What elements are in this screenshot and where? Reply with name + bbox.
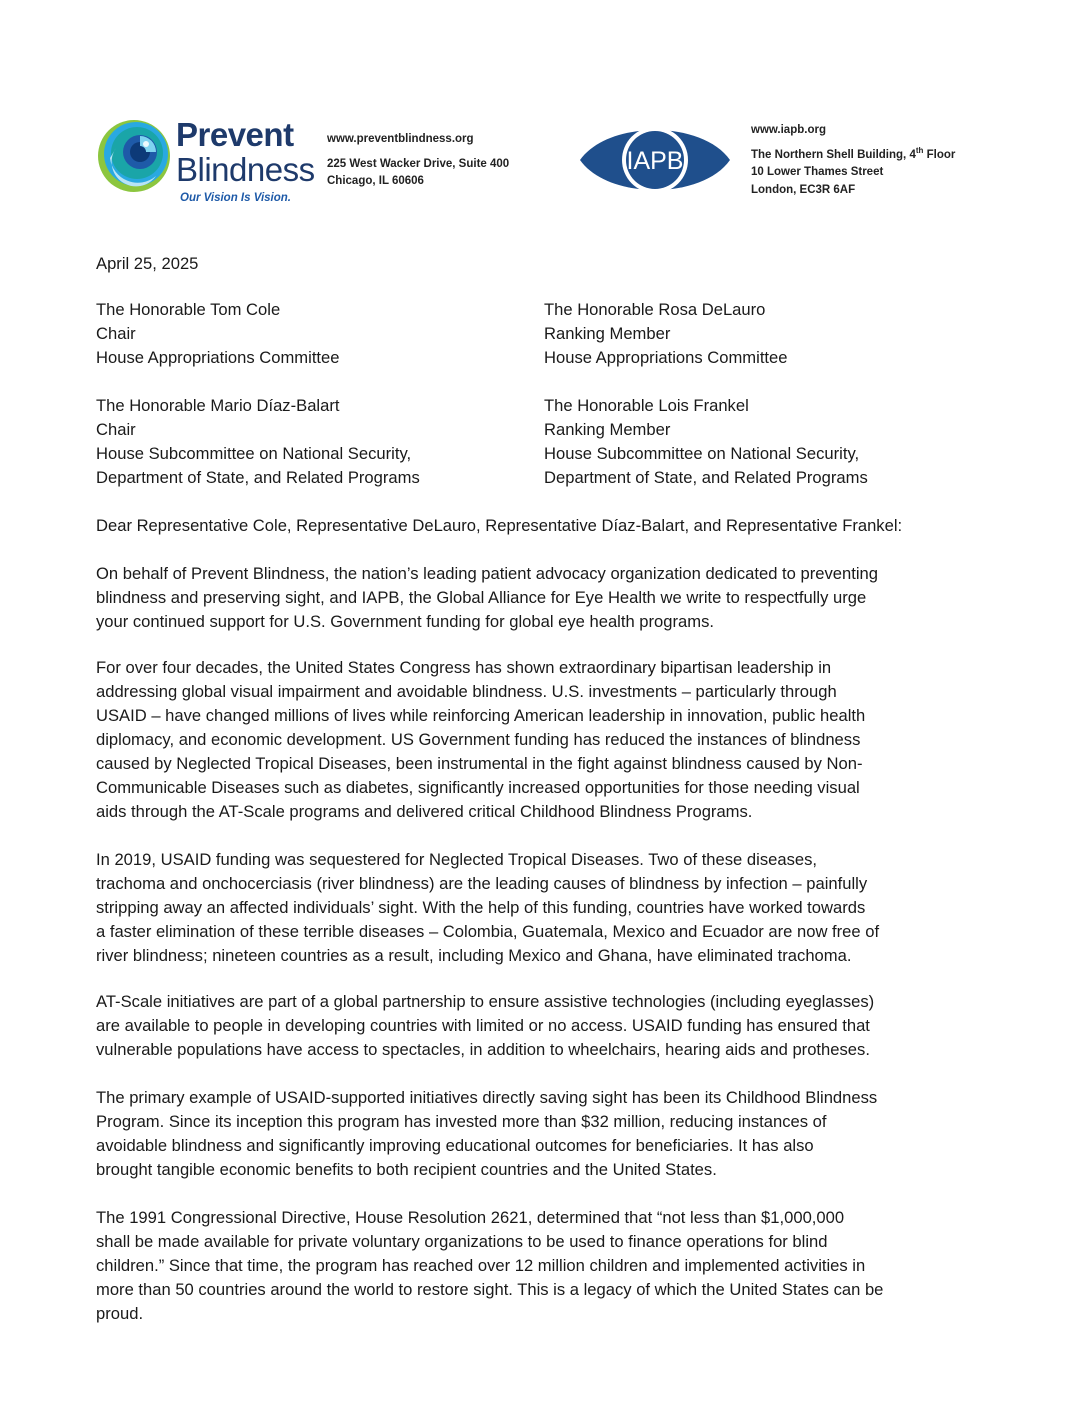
recipient-line: Chair [96, 420, 136, 439]
paragraph-line: diplomacy, and economic development. US Government funding has reduced the instances of blindness [96, 730, 861, 749]
paragraph-line: river blindness; nineteen countries as a result, including Mexico and Ghana, have eliminated trachoma. [96, 946, 852, 965]
paragraph-line: USAID – have changed millions of lives while reinforcing American leadership in innovation, public health [96, 706, 866, 725]
body-paragraph [96, 656, 996, 824]
letter-date: April 25, 2025 [96, 254, 199, 273]
logo-word-prevent: Prevent [176, 116, 294, 153]
recipient-line: Ranking Member [544, 324, 671, 343]
prevent-blindness-address-line: Chicago, IL 60606 [327, 175, 424, 187]
recipient-line: House Appropriations Committee [96, 348, 340, 367]
recipient-block [544, 394, 964, 490]
recipient-line: Department of State, and Related Programs [544, 468, 868, 487]
prevent-blindness-contact [327, 131, 509, 191]
body-paragraph [96, 848, 996, 968]
paragraph-line: Communicable Diseases such as diabetes, significantly increased opportunities for those needing visual [96, 778, 860, 797]
paragraph-line: For over four decades, the United States Congress has shown extraordinary bipartisan leadership in [96, 658, 832, 677]
recipient-line: House Appropriations Committee [544, 348, 788, 367]
paragraph-line: shall be made available for private voluntary organizations to be used to finance operations for blind [96, 1232, 828, 1251]
salutation: Dear Representative Cole, Representative DeLauro, Representative Díaz-Balart, and Representative Frankel: [96, 516, 903, 535]
paragraph-line: stripping away an affected individuals’ sight. With the help of this funding, countries have worked towards [96, 898, 866, 917]
paragraph-line: proud. [96, 1304, 144, 1323]
recipient-block [96, 298, 516, 370]
recipient-line: Chair [96, 324, 136, 343]
paragraph-line: vulnerable populations have access to spectacles, in addition to wheelchairs, hearing aids and protheses. [96, 1040, 870, 1059]
recipient-line: Department of State, and Related Programs [96, 468, 420, 487]
iapb-logo-text: IAPB [626, 147, 684, 175]
recipient-line: Ranking Member [544, 420, 671, 439]
recipient-block [544, 298, 964, 370]
paragraph-line: addressing global visual impairment and avoidable blindness. U.S. investments – particularly through [96, 682, 837, 701]
paragraph-line: your continued support for U.S. Government funding for global eye health programs. [96, 612, 715, 631]
recipient-line: The Honorable Mario Díaz-Balart [96, 396, 340, 415]
paragraph-line: The 1991 Congressional Directive, House Resolution 2621, determined that “not less than $1,000,000 [96, 1208, 845, 1227]
prevent-blindness-address-line: 225 West Wacker Drive, Suite 400 [327, 157, 510, 170]
paragraph-line: Program. Since its inception this program has invested more than $32 million, reducing instances of [96, 1112, 827, 1131]
body-paragraph [96, 1206, 996, 1326]
body-paragraph [96, 990, 996, 1062]
paragraph-line: AT-Scale initiatives are part of a global partnership to ensure assistive technologies (including eyeglasses) [96, 992, 875, 1011]
paragraph-line: The primary example of USAID-supported initiatives directly saving sight has been its Childhood Blindness [96, 1088, 878, 1107]
recipient-line: House Subcommittee on National Security, [96, 444, 412, 463]
paragraph-line: are available to people in developing countries with limited or no access. USAID funding has ensured that [96, 1016, 870, 1035]
iapb-contact [751, 122, 955, 199]
eye-mark-icon [96, 118, 172, 194]
recipient-line: House Subcommittee on National Security, [544, 444, 860, 463]
logo-word-blindness: Blindness [176, 151, 315, 188]
prevent-blindness-wordmark [176, 118, 315, 186]
iapb-website: www.iapb.org [751, 124, 826, 136]
iapb-address-line: 10 Lower Thames Street [751, 166, 884, 178]
paragraph-line: children.” Since that time, the program has reached over 12 million children and implemented activities in [96, 1256, 866, 1275]
paragraph-line: aids through the AT-Scale programs and delivered critical Childhood Blindness Programs. [96, 802, 753, 821]
body-paragraph [96, 562, 996, 634]
iapb-address-line: The Northern Shell Building, 4th Floor [751, 145, 956, 161]
prevent-blindness-website: www.preventblindness.org [327, 133, 474, 145]
paragraph-line: more than 50 countries around the world to restore sight. This is a legacy of which the United States can be [96, 1280, 884, 1299]
paragraph-line: blindness and preserving sight, and IAPB, the Global Alliance for Eye Health we write to respectfully urge [96, 588, 867, 607]
paragraph-line: avoidable blindness and significantly improving educational outcomes for beneficiaries. It has also [96, 1136, 814, 1155]
body-paragraph [96, 1086, 996, 1182]
paragraph-line: a faster elimination of these terrible diseases – Colombia, Guatemala, Mexico and Ecuador are now free of [96, 922, 880, 941]
paragraph-line: caused by Neglected Tropical Diseases, been instrumental in the fight against blindness caused by Non- [96, 754, 863, 773]
logo-tagline: Our Vision Is Vision. [180, 192, 291, 204]
recipient-line: The Honorable Tom Cole [96, 300, 281, 319]
paragraph-line: brought tangible economic benefits to both recipient countries and the United States. [96, 1160, 717, 1179]
paragraph-line: In 2019, USAID funding was sequestered for Neglected Tropical Diseases. Two of these diseases, [96, 850, 818, 869]
iapb-address-line: London, EC3R 6AF [751, 183, 856, 196]
recipient-block [96, 394, 516, 490]
paragraph-line: trachoma and onchocerciasis (river blindness) are the leading causes of blindness by infection – painfully [96, 874, 868, 893]
recipient-line: The Honorable Rosa DeLauro [544, 300, 766, 319]
prevent-blindness-logo [96, 116, 316, 208]
paragraph-line: On behalf of Prevent Blindness, the nation’s leading patient advocacy organization dedicated to preventing [96, 564, 878, 583]
recipient-line: The Honorable Lois Frankel [544, 396, 749, 415]
iapb-eye-logo [578, 118, 732, 202]
